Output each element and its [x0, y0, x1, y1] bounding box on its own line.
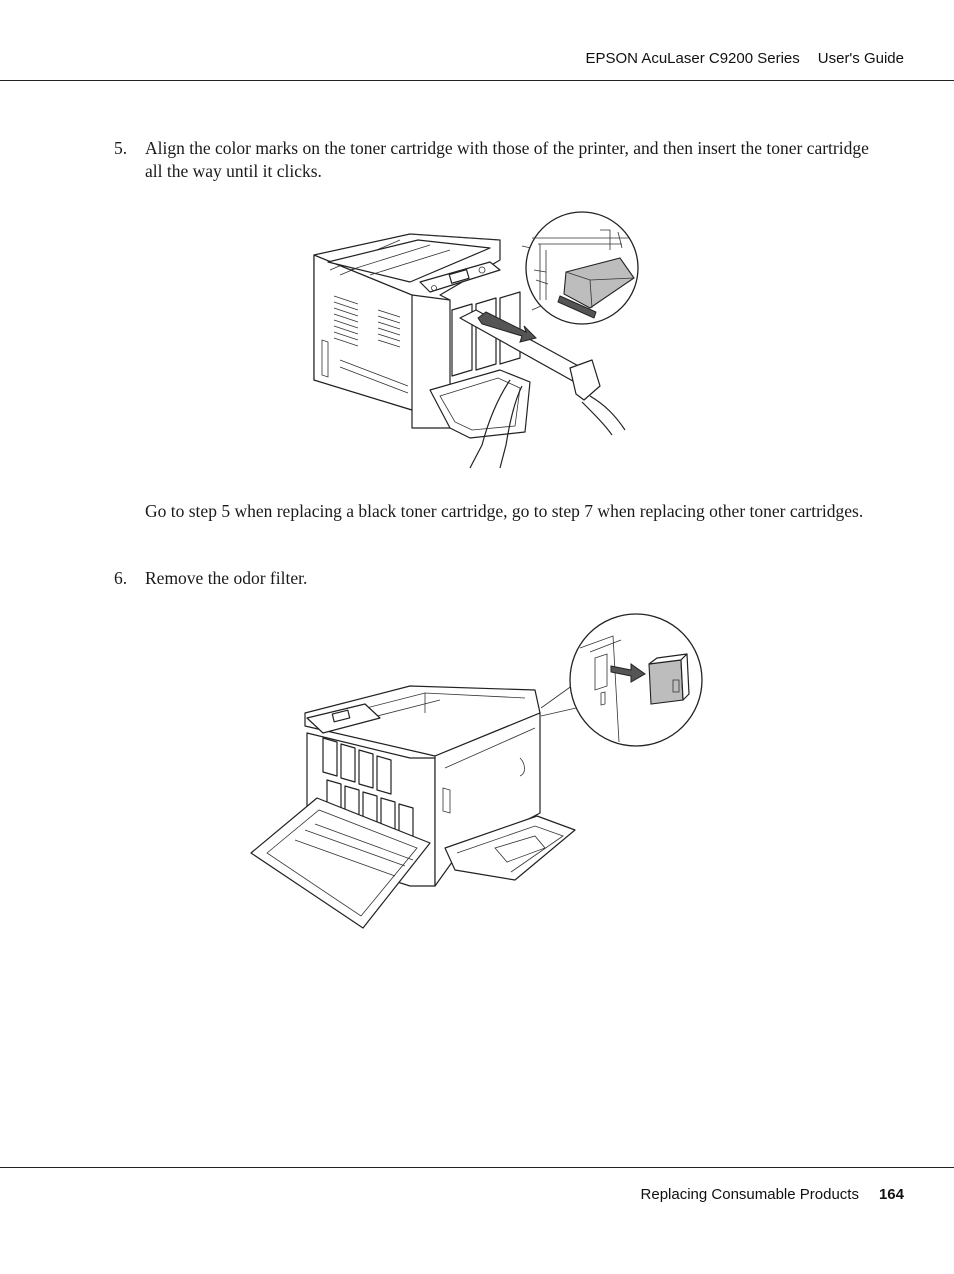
- step-note: Go to step 5 when replacing a black toner cartridge, go to step 7 when replacing other toner cartridges.: [145, 501, 864, 521]
- step-text: Remove the odor filter.: [145, 568, 308, 588]
- footer-section: Replacing Consumable Products: [640, 1186, 859, 1203]
- step-number: 6.: [114, 568, 128, 588]
- page-footer: [641, 1186, 904, 1203]
- odor-filter-illustration: [245, 608, 710, 938]
- step-text: Align the color marks on the toner cartridge with those of the printer, and then insert the toner cartridge all the way until it clicks.: [145, 138, 869, 181]
- toner-insert-illustration: [300, 200, 645, 472]
- header-rule: [0, 80, 954, 81]
- step-6: [114, 567, 884, 590]
- footer-rule: [0, 1167, 954, 1168]
- step-5: [114, 137, 884, 183]
- header-guide: User's Guide: [817, 50, 904, 67]
- header-product: EPSON AcuLaser C9200 Series: [585, 50, 800, 67]
- page-number: 164: [878, 1186, 904, 1203]
- page-header: [585, 50, 904, 67]
- step-number: 5.: [114, 138, 128, 158]
